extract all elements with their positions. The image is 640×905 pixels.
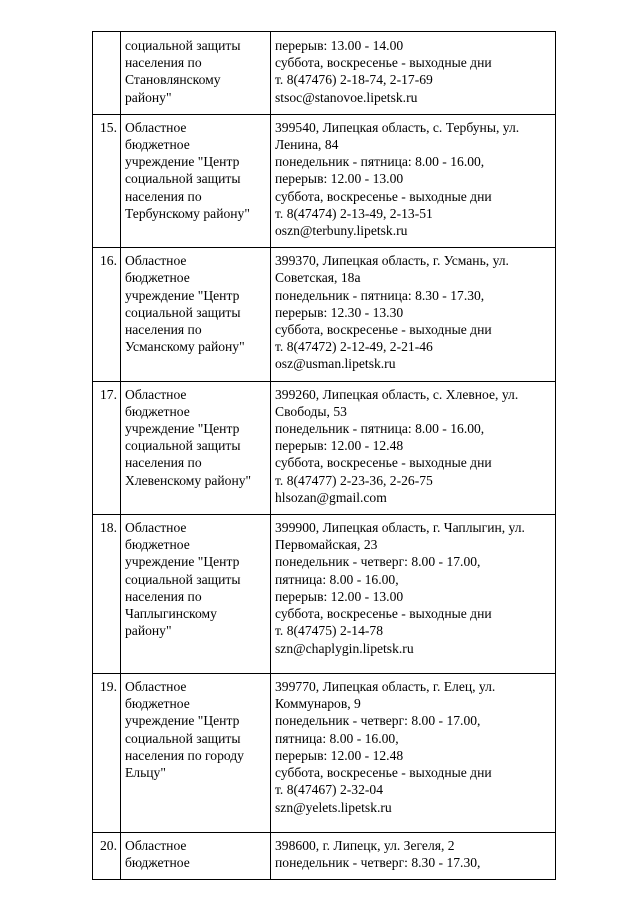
text-line: учреждение "Центр (125, 154, 240, 170)
contact-info (271, 833, 556, 880)
text-line: учреждение "Центр (125, 713, 240, 729)
text-line: Областное (125, 520, 187, 536)
row-number (93, 32, 121, 115)
text-line: перерыв: 12.00 - 12.48 (275, 438, 404, 454)
row-number: 17. (93, 381, 121, 514)
text-line: 399900, Липецкая область, г. Чаплыгин, ул. (275, 520, 525, 536)
table-row (93, 114, 556, 247)
contact-info (271, 515, 556, 674)
text-line: пятница: 8.00 - 16.00, (275, 571, 399, 587)
text-line: Чаплыгинскому (125, 606, 217, 622)
organization-name (121, 381, 271, 514)
text-line: пятница: 8.00 - 16.00, (275, 730, 399, 746)
text-line: социальной защиты (125, 571, 241, 587)
text-line: 399540, Липецкая область, с. Тербуны, ул. (275, 119, 520, 135)
text-line: Хлевенскому району" (125, 472, 252, 488)
email-text: hlsozan@gmail.com (275, 489, 387, 505)
text-line: 399260, Липецкая область, с. Хлевное, ул. (275, 386, 519, 402)
text-line: Областное (125, 253, 187, 269)
text-line: социальной защиты (125, 171, 241, 187)
text-line: социальной защиты (125, 304, 241, 320)
contact-info (271, 248, 556, 381)
text-line: социальной защиты (125, 730, 241, 746)
email-text: stsoc@stanovoe.lipetsk.ru (275, 89, 418, 105)
text-line: т. 8(47476) 2-18-74, 2-17-69 (275, 72, 433, 88)
email-text: szn@yelets.lipetsk.ru (275, 799, 392, 815)
text-line: населения по (125, 55, 202, 71)
text-line: социальной защиты (125, 38, 241, 53)
organization-name (121, 114, 271, 247)
text-line: Областное (125, 838, 187, 854)
text-line: т. 8(47474) 2-13-49, 2-13-51 (275, 205, 433, 221)
text-line: бюджетное (125, 696, 190, 712)
text-line: Областное (125, 119, 187, 135)
text-line: бюджетное (125, 137, 190, 153)
text-line: суббота, воскресенье - выходные дни (275, 188, 492, 204)
email-text: osz@usman.lipetsk.ru (275, 356, 396, 372)
text-line: учреждение "Центр (125, 554, 240, 570)
organization-name (121, 248, 271, 381)
contact-info (271, 381, 556, 514)
text-line: району" (125, 623, 172, 639)
organization-name (121, 32, 271, 115)
text-line: т. 8(47475) 2-14-78 (275, 623, 383, 639)
text-line: Областное (125, 386, 187, 402)
email-text: szn@chaplygin.lipetsk.ru (275, 640, 414, 656)
table-row (93, 381, 556, 514)
contact-info (271, 674, 556, 833)
table-row (93, 833, 556, 880)
text-line: перерыв: 13.00 - 14.00 (275, 38, 404, 53)
table-row (93, 32, 556, 115)
text-line: бюджетное (125, 403, 190, 419)
text-line: т. 8(47477) 2-23-36, 2-26-75 (275, 472, 433, 488)
row-number: 18. (93, 515, 121, 674)
text-line: 399770, Липецкая область, г. Елец, ул. (275, 679, 496, 695)
text-line: 398600, г. Липецк, ул. Зегеля, 2 (275, 838, 455, 854)
contact-info (271, 32, 556, 115)
text-line: перерыв: 12.30 - 13.30 (275, 304, 404, 320)
text-line: социальной защиты (125, 438, 241, 454)
text-line: понедельник - четверг: 8.00 - 17.00, (275, 713, 481, 729)
table-row (93, 674, 556, 833)
text-line: району" (125, 89, 172, 105)
text-line: Ельцу" (125, 765, 166, 781)
text-line: населения по (125, 455, 202, 471)
row-number: 15. (93, 114, 121, 247)
table-row (93, 515, 556, 674)
row-number: 16. (93, 248, 121, 381)
text-line: Свободы, 53 (275, 403, 347, 419)
text-line: понедельник - четверг: 8.30 - 17.30, (275, 855, 481, 871)
text-line: бюджетное (125, 270, 190, 286)
contact-info (271, 114, 556, 247)
text-line: Первомайская, 23 (275, 537, 378, 553)
organization-name (121, 674, 271, 833)
text-line: Тербунскому району" (125, 205, 250, 221)
text-line: понедельник - пятница: 8.30 - 17.30, (275, 287, 485, 303)
text-line: Советская, 18а (275, 270, 361, 286)
text-line: Усманскому району" (125, 339, 245, 355)
text-line: понедельник - пятница: 8.00 - 16.00, (275, 154, 485, 170)
text-line: суббота, воскресенье - выходные дни (275, 455, 492, 471)
text-line: учреждение "Центр (125, 421, 240, 437)
text-line: Становлянскому (125, 72, 221, 88)
row-number: 20. (93, 833, 121, 880)
text-line: понедельник - пятница: 8.00 - 16.00, (275, 421, 485, 437)
organization-name (121, 515, 271, 674)
text-line: суббота, воскресенье - выходные дни (275, 322, 492, 338)
text-line: населения по (125, 188, 202, 204)
text-line: Ленина, 84 (275, 137, 339, 153)
text-line: суббота, воскресенье - выходные дни (275, 606, 492, 622)
organization-name (121, 833, 271, 880)
text-line: населения по городу (125, 747, 244, 763)
text-line: бюджетное (125, 537, 190, 553)
text-line: т. 8(47467) 2-32-04 (275, 782, 383, 798)
text-line: бюджетное (125, 855, 190, 871)
table-row (93, 248, 556, 381)
text-line: 399370, Липецкая область, г. Усмань, ул. (275, 253, 509, 269)
row-number: 19. (93, 674, 121, 833)
text-line: понедельник - четверг: 8.00 - 17.00, (275, 554, 481, 570)
text-line: перерыв: 12.00 - 13.00 (275, 171, 404, 187)
text-line: суббота, воскресенье - выходные дни (275, 765, 492, 781)
text-line: населения по (125, 588, 202, 604)
text-line: Коммунаров, 9 (275, 696, 361, 712)
text-line: учреждение "Центр (125, 287, 240, 303)
institutions-table (92, 31, 556, 880)
text-line: суббота, воскресенье - выходные дни (275, 55, 492, 71)
email-text: oszn@terbuny.lipetsk.ru (275, 223, 408, 239)
text-line: перерыв: 12.00 - 12.48 (275, 747, 404, 763)
text-line: Областное (125, 679, 187, 695)
text-line: т. 8(47472) 2-12-49, 2-21-46 (275, 339, 433, 355)
text-line: населения по (125, 322, 202, 338)
text-line: перерыв: 12.00 - 13.00 (275, 588, 404, 604)
